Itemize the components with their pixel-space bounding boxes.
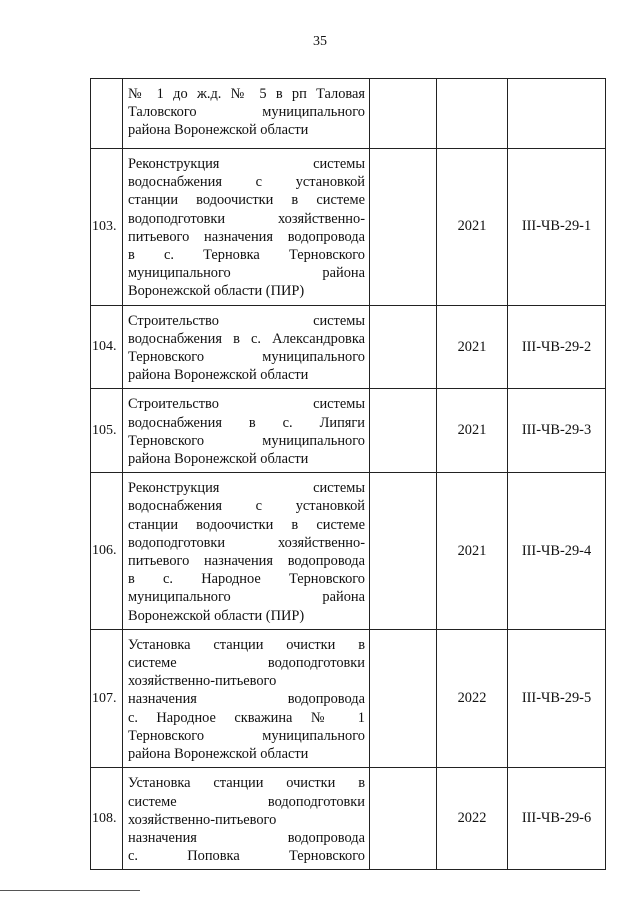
project-name-cell — [123, 305, 370, 389]
project-name-line: района Воронежской области — [128, 451, 309, 468]
project-name-line: хозяйственно-питьевого — [128, 811, 277, 828]
code-cell: III-ЧВ-29-4 — [508, 473, 606, 630]
empty-cell — [370, 473, 437, 630]
year-cell: 2022 — [437, 629, 508, 767]
project-name-line: с. Поповка Терновского — [128, 848, 365, 865]
row-number: 107. — [91, 629, 123, 767]
project-name-line: муниципального района — [128, 265, 365, 282]
page-number: 35 — [313, 34, 327, 49]
project-name-line: Таловского муниципального — [128, 104, 365, 121]
project-name-line: Воронежской области (ПИР) — [128, 283, 305, 300]
code-cell: III-ЧВ-29-3 — [508, 389, 606, 473]
project-name-line: в с. Терновка Терновского — [128, 247, 365, 264]
project-name-line: Терновского муниципального — [128, 432, 365, 449]
project-name-cell — [123, 79, 370, 149]
project-name-line: № 1 до ж.д. № 5 в рп Таловая — [128, 86, 365, 102]
table-row — [91, 768, 606, 870]
row-number: 105. — [91, 389, 123, 473]
table-row — [91, 79, 606, 149]
year-cell — [437, 79, 508, 149]
project-name-line: Строительство системы — [128, 312, 365, 329]
project-name-line: района Воронежской области — [128, 367, 309, 384]
table-row — [91, 389, 606, 473]
project-name-line: назначения водопровода — [128, 829, 365, 846]
project-name-line: питьевого назначения водопровода — [128, 553, 365, 570]
project-name-line: питьевого назначения водопровода — [128, 228, 365, 245]
project-name-line: водоснабжения в с. Александровка — [128, 330, 365, 347]
project-name-line: Воронежской области (ПИР) — [128, 607, 305, 624]
empty-cell — [370, 629, 437, 767]
project-name-line: водоподготовки хозяйственно- — [128, 534, 365, 551]
table-row — [91, 305, 606, 389]
code-cell: III-ЧВ-29-2 — [508, 305, 606, 389]
project-name-line: Терновского муниципального — [128, 349, 365, 366]
project-name-line: хозяйственно-питьевого — [128, 673, 277, 690]
project-name-line: системе водоподготовки — [128, 655, 365, 672]
code-cell: III-ЧВ-29-5 — [508, 629, 606, 767]
year-cell: 2022 — [437, 768, 508, 870]
project-name-cell — [123, 389, 370, 473]
year-cell: 2021 — [437, 305, 508, 389]
project-name-line: Установка станции очистки в — [128, 636, 365, 653]
footnote-rule — [0, 890, 140, 891]
project-name-line: Реконструкция системы — [128, 156, 365, 172]
table-row — [91, 629, 606, 767]
table-body — [91, 79, 606, 870]
project-name-line: водоснабжения с установкой — [128, 174, 365, 191]
project-name-line: водоподготовки хозяйственно- — [128, 210, 365, 227]
code-cell: III-ЧВ-29-6 — [508, 768, 606, 870]
project-name-line: водоснабжения с установкой — [128, 498, 365, 515]
code-cell — [508, 79, 606, 149]
table-row — [91, 149, 606, 306]
row-number: 106. — [91, 473, 123, 630]
project-name-line: в с. Народное Терновского — [128, 571, 365, 588]
table-row — [91, 473, 606, 630]
project-name-cell — [123, 149, 370, 306]
project-name-line: района Воронежской области — [128, 122, 309, 139]
empty-cell — [370, 149, 437, 306]
project-name-line: станции водоочистки в системе — [128, 192, 365, 209]
projects-table — [90, 78, 606, 870]
project-name-line: назначения водопровода — [128, 691, 365, 708]
project-name-cell — [123, 768, 370, 870]
empty-cell — [370, 768, 437, 870]
row-number: 104. — [91, 305, 123, 389]
project-name-line: муниципального района — [128, 589, 365, 606]
empty-cell — [370, 79, 437, 149]
row-number: 108. — [91, 768, 123, 870]
project-name-line: Терновского муниципального — [128, 727, 365, 744]
project-name-line: водоснабжения в с. Липяги — [128, 414, 365, 431]
project-name-cell — [123, 473, 370, 630]
project-name-line: района Воронежской области — [128, 746, 309, 763]
project-name-line: Реконструкция системы — [128, 480, 365, 497]
code-cell: III-ЧВ-29-1 — [508, 149, 606, 306]
empty-cell — [370, 389, 437, 473]
year-cell: 2021 — [437, 473, 508, 630]
project-name-line: с. Народное скважина № 1 — [128, 709, 365, 726]
project-name-line: станции водоочистки в системе — [128, 516, 365, 533]
project-name-line: системе водоподготовки — [128, 793, 365, 810]
year-cell: 2021 — [437, 389, 508, 473]
empty-cell — [370, 305, 437, 389]
project-name-cell — [123, 629, 370, 767]
row-number: 103. — [91, 149, 123, 306]
project-name-line: Установка станции очистки в — [128, 775, 365, 792]
row-number — [91, 79, 123, 149]
year-cell: 2021 — [437, 149, 508, 306]
project-name-line: Строительство системы — [128, 396, 365, 413]
